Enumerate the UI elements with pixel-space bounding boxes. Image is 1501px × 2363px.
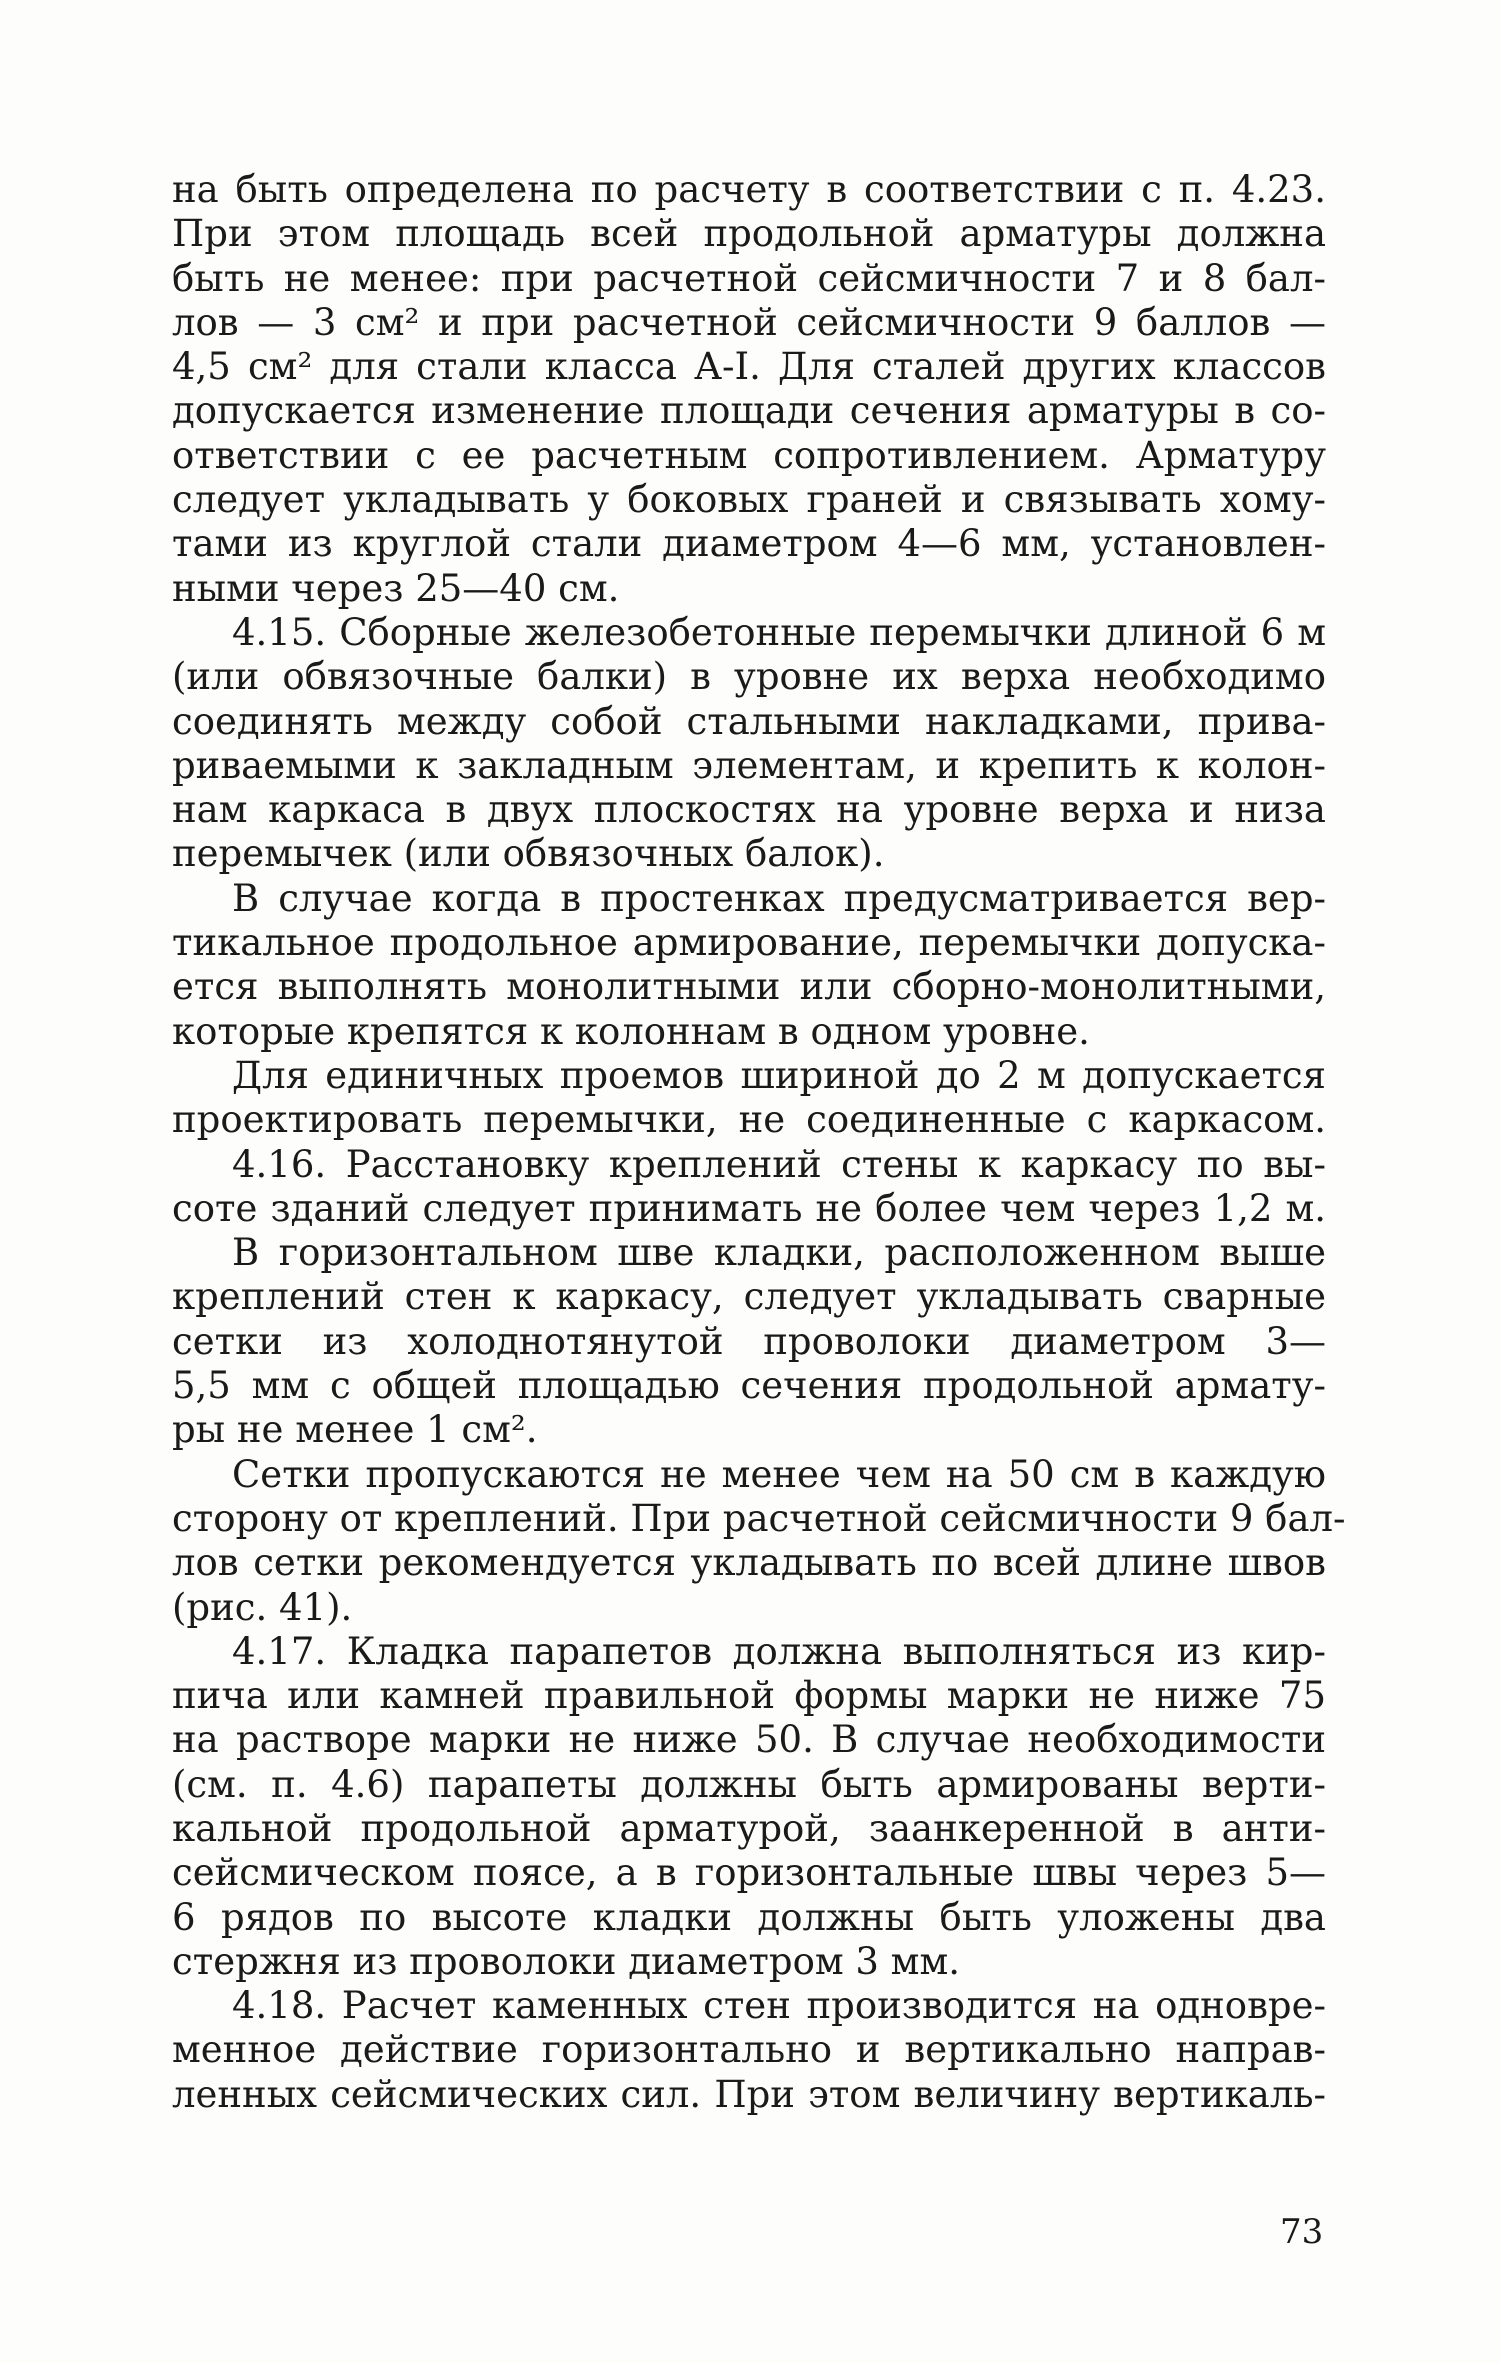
text-line: (см. п. 4.6) парапеты должны быть армированы верти-: [172, 1762, 1326, 1806]
paragraph-start: В горизонтальном шве кладки, расположенном выше: [232, 1231, 1326, 1275]
body-text: [172, 168, 1346, 2117]
text-line: При этом площадь всей продольной арматуры должна: [172, 212, 1326, 256]
text-line: риваемыми к закладным элементам, и крепить к колон-: [172, 743, 1326, 787]
text-line: 6 рядов по высоте кладки должны быть уложены два: [172, 1895, 1326, 1939]
text-line: (рис. 41).: [172, 1585, 353, 1629]
text-line: ленных сейсмических сил. При этом величину вертикаль-: [172, 2072, 1326, 2116]
section-4-15-start: 4.15. Сборные железобетонные перемычки длиной 6 м: [232, 610, 1326, 654]
text-line: на растворе марки не ниже 50. В случае необходимости: [172, 1718, 1326, 1762]
page-number: 73: [1280, 2212, 1324, 2252]
text-line: сейсмическом поясе, а в горизонтальные швы через 5—: [172, 1851, 1326, 1895]
text-line: на быть определена по расчету в соответствии с п. 4.23.: [172, 168, 1326, 211]
text-line: пича или камней правильной формы марки не ниже 75: [172, 1674, 1326, 1718]
text-line: которые крепятся к колоннам в одном уровне.: [172, 1009, 1090, 1053]
text-line: соединять между собой стальными накладками, прива-: [172, 699, 1326, 743]
text-line: следует укладывать у боковых граней и связывать хому-: [172, 478, 1326, 522]
text-line: 5,5 мм с общей площадью сечения продольной армату-: [172, 1364, 1326, 1408]
text-line: быть не менее: при расчетной сейсмичности 7 и 8 бал-: [172, 256, 1326, 300]
text-line: тами из круглой стали диаметром 4—6 мм, установлен-: [172, 522, 1326, 566]
text-line: проектировать перемычки, не соединенные с каркасом.: [172, 1098, 1326, 1142]
text-line: ры не менее 1 см².: [172, 1408, 538, 1452]
text-line: перемычек (или обвязочных балок).: [172, 832, 885, 876]
text-line: лов — 3 см² и при расчетной сейсмичности 9 баллов —: [172, 300, 1326, 344]
text-line: допускается изменение площади сечения арматуры в со-: [172, 389, 1326, 433]
text-line: креплений стен к каркасу, следует укладывать сварные: [172, 1275, 1326, 1319]
paragraph-start: В случае когда в простенках предусматривается вер-: [232, 876, 1326, 920]
section-4-17-start: 4.17. Кладка парапетов должна выполняться из кир-: [232, 1629, 1326, 1673]
text-line: лов сетки рекомендуется укладывать по всей длине швов: [172, 1541, 1326, 1585]
text-line: сторону от креплений. При расчетной сейсмичности 9 бал-: [172, 1496, 1346, 1540]
text-line: соте зданий следует принимать не более чем через 1,2 м.: [172, 1186, 1326, 1230]
text-line: ными через 25—40 см.: [172, 566, 620, 610]
text-line: менное действие горизонтально и вертикально направ-: [172, 2028, 1326, 2072]
text-line: сетки из холоднотянутой проволоки диаметром 3—: [172, 1319, 1326, 1363]
text-line: (или обвязочные балки) в уровне их верха необходимо: [172, 655, 1326, 699]
text-line: ется выполнять монолитными или сборно-монолитными,: [172, 965, 1326, 1009]
text-line: нам каркаса в двух плоскостях на уровне верха и низа: [172, 788, 1326, 832]
text-line: стержня из проволоки диаметром 3 мм.: [172, 1939, 961, 1983]
text-line: тикальное продольное армирование, перемычки допуска-: [172, 921, 1326, 965]
text-line: 4,5 см² для стали класса А-I. Для сталей других классов: [172, 345, 1326, 389]
text-line: кальной продольной арматурой, заанкеренной в анти-: [172, 1806, 1326, 1850]
section-4-16-start: 4.16. Расстановку креплений стены к каркасу по вы-: [232, 1142, 1326, 1186]
paragraph-start: Для единичных проемов шириной до 2 м допускается: [232, 1053, 1326, 1097]
paragraph-start: Сетки пропускаются не менее чем на 50 см в каждую: [232, 1452, 1326, 1496]
section-4-18-start: 4.18. Расчет каменных стен производится на одновре-: [232, 1984, 1326, 2028]
text-line: ответствии с ее расчетным сопротивлением. Арматуру: [172, 433, 1326, 477]
